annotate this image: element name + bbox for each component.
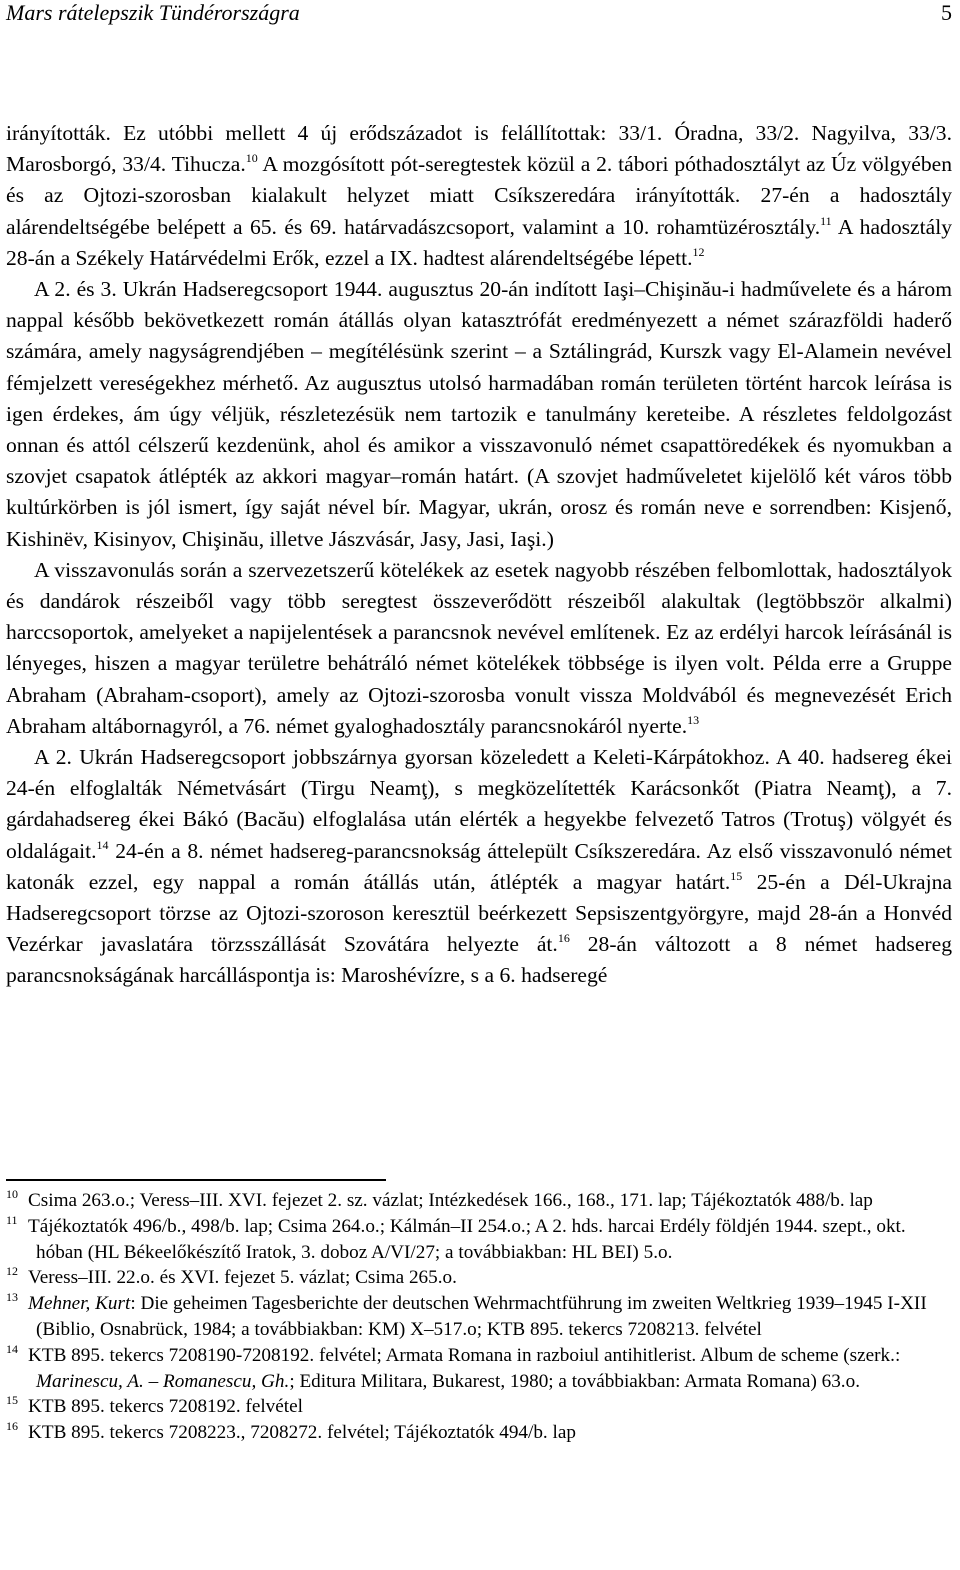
text-run: ; Editura Militara, Bukarest, 1980; a továbbiakban: Armata Romana) 63.o. [289,1370,860,1392]
footnote-ref: 16 [557,931,570,946]
paragraph [6,555,952,742]
footnote-text [28,1422,576,1443]
page-number: 5 [941,0,952,25]
text-run: 25-én a Dél-Ukrajna Hadseregcsoport törzse az Ojtozi-szoroson keresztül beérkezett Sepsiszentgyörgyre, majd 28-án a Honvéd Vezérkar javaslatára törzsszállását Szovátára helyezte át. [6,869,952,957]
footnote-text [28,1345,900,1392]
footnote-ref: 13 [687,712,700,727]
footnote-ref: 14 [96,837,109,852]
footnote: 14 KTB 895. tekercs 7208190-7208192. felvétel; Armata Romana in razboiul antihitlerist. Album de scheme (szerk.: Marinescu, A. – Romanescu, Gh.; Editura Militara, Bukarest, 1980; a továbbiakban: Armata Romana) 63.o. [6,1341,901,1392]
paragraph [6,118,952,274]
text-run: A hadosztály 28-án a Székely Határvédelmi Erők, ezzel a IX. hadtest alárendeltségébe lépett. [6,214,952,270]
footnote: 11 Tájékoztatók 496/b., 498/b. lap; Csima 264.o.; Kálmán–II 254.o.; A 2. hds. harcai Erdély földjén 1944. szept., okt. hóban (HL Békeelőkészítő Iratok, 3. doboz A/VI/27; a továbbiakban: HL BEI) 5.o. [6,1212,906,1263]
text-run: Veress–III. 22.o. és XVI. fejezet 5. vázlat; Csima 265.o. [28,1267,457,1289]
footnote-text [28,1216,906,1263]
text-run: A visszavonulás során a szervezetszerű kötelékek az esetek nagyobb részében felbomlottak, hadosztályok és dandárok részeiből vagy több seregtest összeverődött részeiből alakultak (legtöbbször alkalmi) harccsoportok, amelyeket a napijelentések a parancsnok nevével említenek. Ez az erdélyi harcok leírásánál is lényeges, hiszen a magyar területre behátráló német kötelékek többsége is ilyen volt. Példa erre a Gruppe Abraham (Abraham-csoport), amely az Ojtozi-szorosba vonult vissza Moldvából és megnevezését Erich Abraham altábornagyról, a 76. német gyaloghadosztály parancsnokáról nyerte. [6,557,952,738]
footnote-ref: 15 [730,868,743,883]
footnote-text [28,1293,927,1340]
text-run: – [143,1370,164,1392]
footnote: 10 Csima 263.o.; Veress–III. XVI. fejezet 2. sz. vázlat; Intézkedések 166., 168., 171. lap; Tájékoztatók 488/b. lap [6,1187,873,1211]
text-run: KTB 895. tekercs 7208192. felvétel [28,1396,303,1418]
footnote-separator [6,1179,386,1181]
footnote-text [28,1267,457,1288]
footnote-ref: 11 [820,213,832,228]
running-title: Mars rátelepszik Tündérországra [6,0,300,25]
text-run: : Die geheimen Tagesberichte der deutschen Wehrmachtführung im zweiten Weltkrieg 1939–1945 I-XII (Biblio, Osnabrück, 1984; a továbbiakban: KM) X–517.o; KTB 895. tekercs 7208213. felvétel [36,1293,927,1340]
paragraph [6,274,952,555]
text-run: 24-én a 8. német hadsereg-parancsnokság áttelepült Csíkszeredára. Az első visszavonuló német katonák ezzel, egy nappal a román átállás után, átlépték a magyar határt. [6,838,952,894]
text-run: A 2. Ukrán Hadseregcsoport jobbszárnya gyorsan közeledett a Keleti-Kárpátokhoz. A 40. hadsereg ékei 24-én elfoglalták Németvásárt (Tirgu Neamţ), s megközelítették Karácsonkőt (Piatra Neamţ), a 7. gárdahadsereg ékei Bákó (Bacău) elfoglalása után elérték a hegyekbe felvezető Tatros (Trotuş) völgyét és oldalágait. [6,745,952,863]
text-run: Csima 263.o.; Veress–III. XVI. fejezet 2. sz. vázlat; Intézkedések 166., 168., 171. lap; Tájékoztatók 488/b. lap [28,1190,873,1211]
footnote-ref: 10 [245,151,258,166]
body-text [6,118,952,992]
text-run: KTB 895. tekercs 7208223., 7208272. felvétel; Tájékoztatók 494/b. lap [28,1422,576,1444]
footnote-ref: 12 [692,244,705,259]
text-run: 28-án változott a 8 német hadsereg parancsnokságának harcálláspontja is: Maroshévízre, s a 6. hadseregé [6,932,952,988]
italic-text: Romanescu, Gh. [163,1370,290,1392]
footnote-text [28,1396,303,1417]
footnote: 12 Veress–III. 22.o. és XVI. fejezet 5. vázlat; Csima 265.o. [6,1264,457,1289]
text-run: irányították. Ez utóbbi mellett 4 új erődszázadot is felállítottak: 33/1. Óradna, 33/2. Nagyilva, 33/3. Marosborgó, 33/4. Tihucza. [6,121,952,177]
italic-text: Mehner, Kurt [28,1293,131,1315]
footnote-text [28,1190,873,1211]
footnote: 16 KTB 895. tekercs 7208223., 7208272. felvétel; Tájékoztatók 494/b. lap [6,1419,576,1444]
italic-text: Marinescu, A. [36,1370,144,1392]
footnote: 13 Mehner, Kurt: Die geheimen Tagesberichte der deutschen Wehrmachtführung im zweiten Weltkrieg 1939–1945 I-XII (Biblio, Osnabrück, 1984; a továbbiakban: KM) X–517.o; KTB 895. tekercs 7208213. felvétel [6,1290,927,1340]
text-run: A 2. és 3. Ukrán Hadseregcsoport 1944. augusztus 20-án indított Iaşi–Chişinău-i hadművelete és a három nappal később bekövetkezett román átállás olyan katasztrófát eredményezett a német szárazföldi haderő számára, amely nagyságrendjében – megítélésünk szerint – a Sztálingrád, Kurszk vagy El-Alamein nevével fémjelzett vereségekhez mérhető. Az augusztus utolsó harmadában román területen történt harcok leírása is igen érdekes, ám úgy véljük, részletezésük nem tartozik e tanulmány kereteibe. A részletes feldolgozást onnan és attól célszerű kezdenünk, ahol és amikor a visszavonuló német csapattöredékek és nyomukban a szovjet csapatok átlépték az akkori magyar–román határt. (A szovjet hadműveletet kijelölő két város több kultúrkörben is jól ismert, így saját nével bír. Magyar, ukrán, orosz és román neve e sorrendben: Kisjenő, Kishinëv, Kisinyov, Chişinău, illetve Jászvásár, Jasy, Jasi, Iaşi.) [6,277,952,551]
footnote: 15 KTB 895. tekercs 7208192. felvétel [6,1393,303,1418]
paragraph [6,742,952,992]
text-run: Tájékoztatók 496/b., 498/b. lap; Csima 264.o.; Kálmán–II 254.o.; A 2. hds. harcai Erdély földjén 1944. szept., okt. hóban (HL Békeelőkészítő Iratok, 3. doboz A/VI/27; a továbbiakban: HL BEI) 5.o. [28,1215,906,1263]
footnotes [6,1188,952,1446]
text-run: KTB 895. tekercs 7208190-7208192. felvétel; Armata Romana in razboiul antihitlerist. Album de scheme (szerk.: [28,1344,901,1366]
page-header [6,0,952,30]
text-run: A mozgósított pót-seregtestek közül a 2. tábori póthadosztályt az Úz völgyében és az Ojtozi-szorosban kialakult helyzet miatt Csíkszeredára irányították. 27-én a hadosztály alárendeltségébe belépett a 65. és 69. határvadászcsoport, valamint a 10. rohamtüzérosztály. [6,152,952,239]
